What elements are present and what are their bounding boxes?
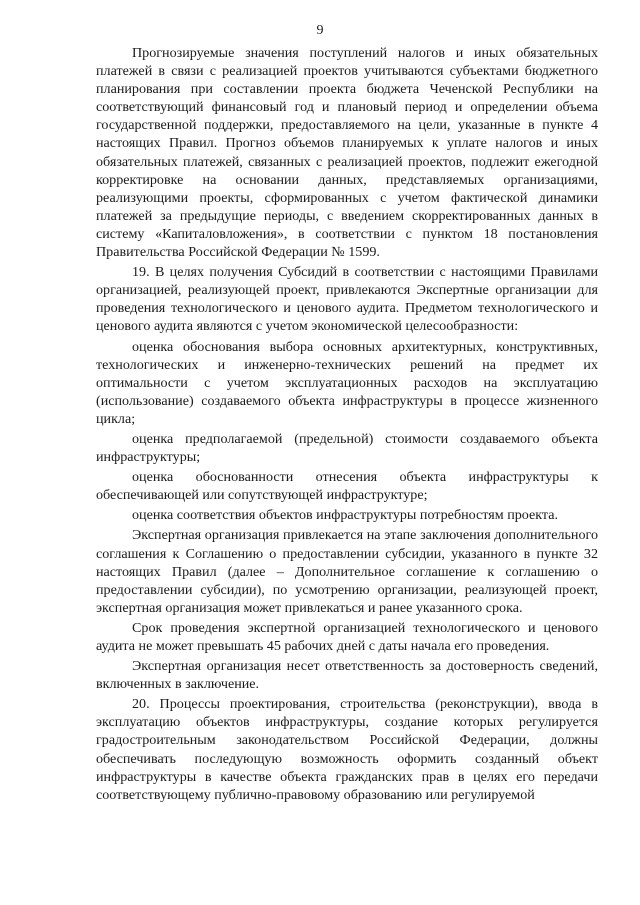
paragraph-cost-assessment: оценка предполагаемой (предельной) стоимости создаваемого объекта инфраструктуры; [96, 430, 598, 466]
paragraph-infrastructure-classification: оценка обоснованности отнесения объекта инфраструктуры к обеспечивающей или сопутствующей инфраструктуре; [96, 469, 598, 504]
paragraph-project-needs: оценка соответствия объектов инфраструктуры потребностям проекта. [132, 507, 559, 524]
page-number: 9 [316, 23, 324, 38]
paragraph-expert-engagement: Экспертная организация привлекается на этапе заключения дополнительного соглашения к Соглашению о предоставлении субсидии, указанного в пункте 32 настоящих Правил (далее – Дополнительное соглашение к соглашению о предоставлении субсидии), по усмотрению организации, реализующей проект, экспертная организация может привлекаться и ранее указанного срока. [96, 527, 598, 616]
document-body [96, 44, 598, 804]
paragraph-revenue-forecast: Прогнозируемые значения поступлений налогов и иных обязательных платежей в связи с реализацией проектов учитываются субъектами бюджетного планирования при составлении проекта бюджета Чеченской Республики на соответствующий финансовый год и плановый период и определении объема государственной поддержки, предоставляемого на цели, указанные в пункте 4 настоящих Правил. Прогноз объемов планируемых к уплате налогов и иных обязательных платежей, связанных с реализацией проектов, подлежит ежегодной корректировке на основании данных, представляемых организациями, реализующими проекты, сформированных с учетом фактической динамики платежей за предыдущие периоды, с введением скорректированных данных в систему «Капиталовложения», в соответствии с пунктом 18 постановления Правительства Российской Федерации № 1599. [96, 45, 598, 261]
paragraph-architectural-assessment: оценка обоснования выбора основных архитектурных, конструктивных, технологических и инженерно-технических решений на предмет их оптимальности с учетом эксплуатационных расходов на эксплуатацию (использование) создаваемого объекта инфраструктуры в процессе жизненного цикла; [96, 338, 598, 427]
paragraph-19-expert-audit: 19. В целях получения Субсидий в соответствии с настоящими Правилами организацией, реализующей проект, привлекаются Экспертные организации для проведения технологического и ценового аудита. Предметом технологического и ценового аудита являются с учетом экономической целесообразности: [96, 264, 598, 335]
paragraph-20-design-construction: 20. Процессы проектирования, строительства (реконструкции), ввода в эксплуатацию объектов инфраструктуры, создание которых регулируется градостроительным законодательством Российской Федерации, должны обеспечивать последующую возможность оформить созданный объект инфраструктуры в качестве объекта гражданских прав в целях его передачи соответствующему публично-правовому образованию или регулируемой [96, 696, 598, 803]
paragraph-expert-responsibility: Экспертная организация несет ответственность за достоверность сведений, включенных в заключение. [96, 658, 598, 693]
paragraph-audit-deadline: Срок проведения экспертной организацией технологического и ценового аудита не может превышать 45 рабочих дней с даты начала его проведения. [96, 619, 598, 654]
